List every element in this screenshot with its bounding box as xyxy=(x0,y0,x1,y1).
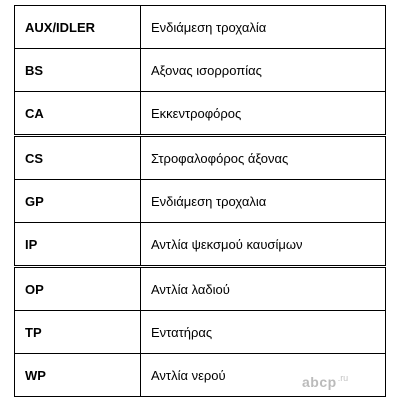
abbreviation-table-container xyxy=(14,5,386,389)
abbr-cell: OP xyxy=(15,267,141,311)
desc-cell: Αξονας ισορροπίας xyxy=(141,49,386,92)
watermark-tld-text: .ru xyxy=(337,373,349,383)
table-row xyxy=(15,311,386,354)
abbr-cell: TP xyxy=(15,311,141,354)
abbr-cell: IP xyxy=(15,223,141,267)
watermark-logo-text: abcp xyxy=(302,374,337,390)
desc-cell: Εντατήρας xyxy=(141,311,386,354)
table-row xyxy=(15,136,386,180)
desc-cell: Αντλία λαδιού xyxy=(141,267,386,311)
desc-cell: Αντλία ψεκσμού καυσίμων xyxy=(141,223,386,267)
table-row xyxy=(15,267,386,311)
abbr-cell: BS xyxy=(15,49,141,92)
abbr-cell: GP xyxy=(15,180,141,223)
desc-cell: Στροφαλοφόρος άξονας xyxy=(141,136,386,180)
table-row xyxy=(15,49,386,92)
desc-cell: Ενδιάμεση τροχαλία xyxy=(141,6,386,49)
desc-cell: Αντλία νερού xyxy=(141,354,386,397)
abbr-cell: CA xyxy=(15,92,141,136)
desc-cell: Εκκεντροφόρος xyxy=(141,92,386,136)
table-row xyxy=(15,6,386,49)
desc-cell: Ενδιάμεση τροχαλια xyxy=(141,180,386,223)
watermark-logo xyxy=(302,374,348,390)
table-row xyxy=(15,92,386,136)
table-row xyxy=(15,223,386,267)
abbr-cell: WP xyxy=(15,354,141,397)
abbr-cell: CS xyxy=(15,136,141,180)
abbr-cell: AUX/IDLER xyxy=(15,6,141,49)
table-row xyxy=(15,180,386,223)
abbreviation-table xyxy=(14,5,386,397)
